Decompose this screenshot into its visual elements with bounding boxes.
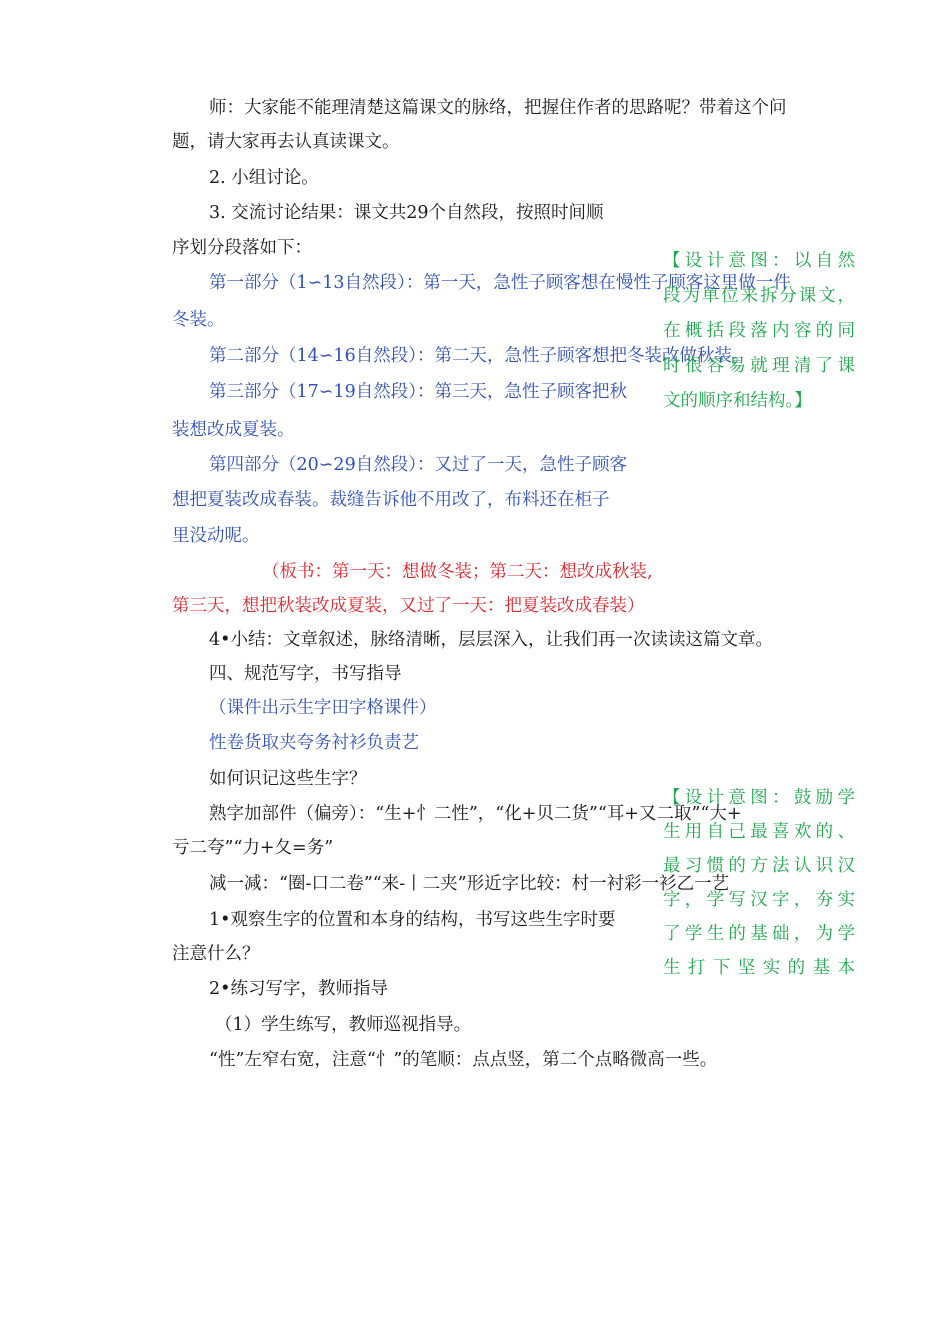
- section-heading: 四、规范写字，书写指导: [209, 664, 402, 684]
- note-line: 最习惯的方法认识汉: [663, 856, 855, 876]
- paragraph-line: 减一减：“圈-口二卷”“来-丨二夹”形近字比较：村一衬彩一衫乙一艺: [209, 874, 730, 894]
- note-line: 在概括段落内容的同: [663, 321, 855, 341]
- note-line: 字，学写汉字，夯实: [663, 890, 855, 910]
- section-part-2: 第二部分（14∽16自然段）：第二天，急性子顾客想把冬装改做秋装。: [209, 346, 750, 366]
- paragraph-line: 亏二夸”“力+夂=务”: [172, 838, 334, 858]
- summary-line: 4•小结：文章叙述，脉络清晰，层层深入，让我们再一次读读这篇文章。: [209, 630, 773, 650]
- paragraph-line: 里没动呢。: [172, 526, 260, 546]
- list-item: 2•练习写字，教师指导: [209, 979, 388, 999]
- paragraph-line: 想把夏装改成春装。裁缝告诉他不用改了，布料还在柜子: [172, 490, 610, 510]
- note-line: 【设计意图：以自然: [663, 251, 855, 271]
- section-part-3: 第三部分（17∽19自然段）：第三天，急性子顾客把秋: [209, 382, 627, 402]
- note-line: 时很容易就理清了课: [663, 356, 855, 376]
- board-note: 第三天，想把秋装改成夏装，又过了一天：把夏装改成春装）: [172, 596, 645, 616]
- paragraph-line: 题，请大家再去认真读课文。: [172, 132, 400, 152]
- paragraph-line: 冬装。: [172, 310, 225, 330]
- paragraph-line: 师：大家能不能理清楚这篇课文的脉络，把握住作者的思路呢？带着这个问: [209, 98, 787, 118]
- paragraph-line: 注意什么？: [172, 944, 260, 964]
- section-part-1: 第一部分（1∽13自然段）：第一天，急性子顾客想在慢性子顾客这里做一件: [209, 273, 791, 293]
- note-line: 段为单位来拆分课文，: [663, 286, 855, 306]
- list-item: 1•观察生字的位置和本身的结构，书写这些生字时要: [209, 910, 616, 930]
- note-line: 生用自己最喜欢的、: [663, 822, 855, 842]
- paragraph-line: 装想改成夏装。: [172, 420, 295, 440]
- note-line: 【设计意图：鼓励学: [663, 788, 855, 808]
- courseware-note: （课件出示生字田字格课件）: [209, 698, 437, 718]
- note-line: 了学生的基础，为学: [663, 924, 855, 944]
- new-characters: 性卷货取夹夸务衬衫负责艺: [209, 733, 419, 753]
- question-line: 如何识记这些生字？: [209, 769, 367, 789]
- list-item: 2. 小组讨论。: [209, 168, 319, 188]
- note-line: 生打下坚实的基本: [663, 958, 855, 978]
- paragraph-line: 熟字加部件（偏旁）：“生+忄二性”，“化+贝二货”“耳+又二取”“大+: [209, 804, 742, 824]
- paragraph-line: 序划分段落如下：: [172, 238, 312, 258]
- note-line: 文的顺序和结构。】: [663, 391, 812, 411]
- board-note: （板书：第一天：想做冬装；第二天：想改成秋装,: [262, 562, 653, 582]
- list-item: 3. 交流讨论结果：课文共29个自然段，按照时间顺: [209, 203, 604, 223]
- paragraph-line: “性”左窄右宽，注意“忄”的笔顺：点点竖，第二个点略微高一些。: [209, 1050, 718, 1070]
- list-item: （1）学生练写，教师巡视指导。: [215, 1015, 472, 1035]
- section-part-4: 第四部分（20∽29自然段）：又过了一天，急性子顾客: [209, 455, 627, 475]
